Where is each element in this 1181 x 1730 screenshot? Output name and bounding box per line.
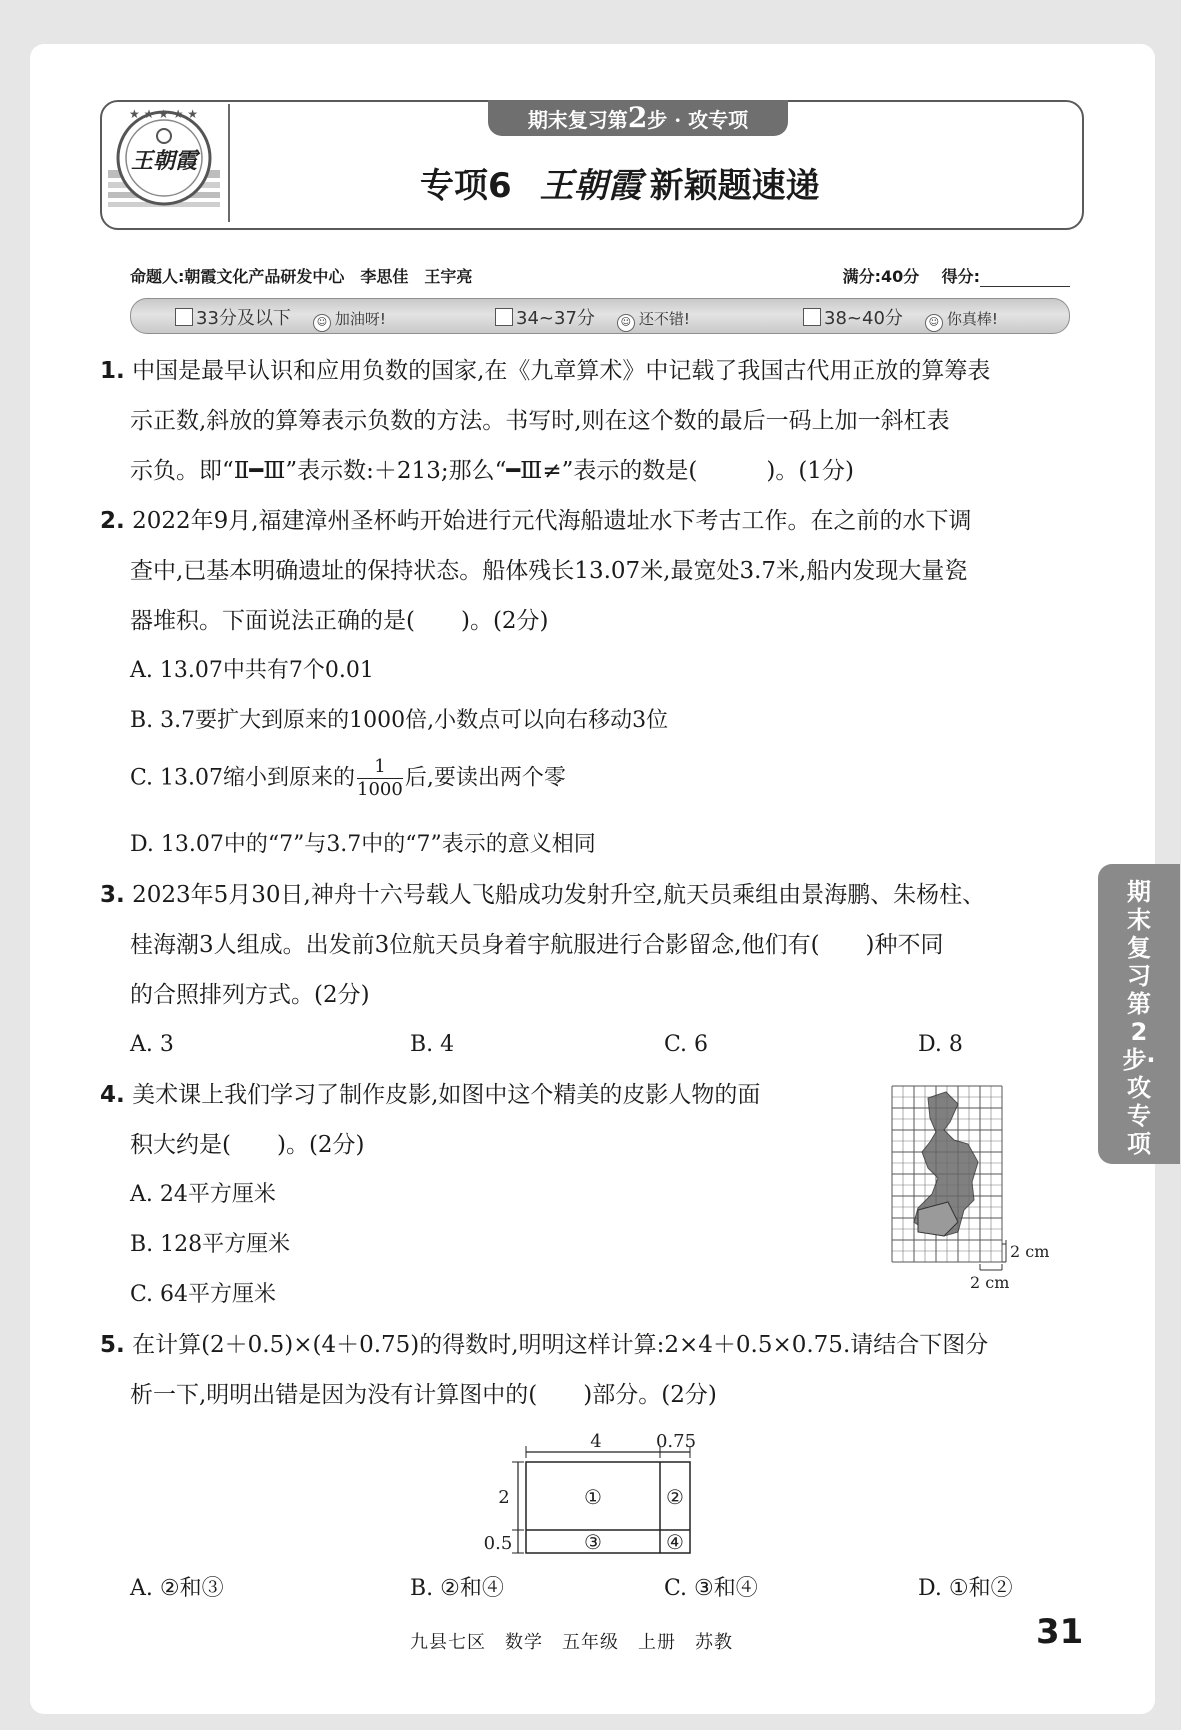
option-d[interactable]: D. ①和② xyxy=(918,1576,1013,1601)
score-label: 得分: xyxy=(941,267,980,286)
question-text: 美术课上我们学习了制作皮影,如图中这个精美的皮影人物的面 xyxy=(132,1082,761,1108)
footer-info: 九县七区 数学 五年级 上册 苏教 xyxy=(410,1632,733,1653)
rating-item xyxy=(175,304,386,328)
question-1-line: 示负。即“Ⅱ━Ⅲ”表示数:＋213;那么“━Ⅲ≠”表示的数是( )。(1分) xyxy=(130,458,854,484)
rating-range: 33分及以下 xyxy=(196,308,291,329)
question-3-line: 桂海潮3人组成。出发前3位航天员身着宇航服进行合影留念,他们有( )种不同 xyxy=(130,932,944,958)
smile-icon: ☺ xyxy=(617,314,635,332)
logo-text: 王朝霞 xyxy=(130,148,198,174)
question-number: 3. xyxy=(100,882,125,908)
cell-1: ① xyxy=(584,1485,602,1509)
question-text: 中国是最早认识和应用负数的国家,在《九章算术》中记载了我国古代用正放的算筹表 xyxy=(132,358,991,384)
cell-4: ④ xyxy=(666,1530,684,1554)
option-c[interactable] xyxy=(130,756,566,801)
question-1-line xyxy=(100,356,990,386)
smile-icon: ☺ xyxy=(925,314,943,332)
score-area xyxy=(843,264,1070,287)
option-b[interactable]: B. 3.7要扩大到原来的1000倍,小数点可以向右移动3位 xyxy=(130,708,669,733)
side-tab-label: 期末复习第2步·攻专项 xyxy=(1122,878,1156,1158)
author-line: 命题人:朝霞文化产品研发中心 李思佳 王宇亮 xyxy=(130,267,473,286)
option-d[interactable]: D. 13.07中的“7”与3.7中的“7”表示的意义相同 xyxy=(130,832,596,857)
fraction-denominator: 1000 xyxy=(357,779,403,800)
header-divider xyxy=(228,104,230,222)
question-2-line: 查中,已基本明确遗址的保持状态。船体残长13.07米,最宽处3.7米,船内发现大量瓷 xyxy=(130,558,968,584)
rating-bar xyxy=(130,298,1070,334)
option-c-suffix: 后,要读出两个零 xyxy=(404,765,566,791)
rating-item xyxy=(803,304,998,328)
topic-name: 新颖题速递 xyxy=(649,166,820,206)
full-score: 满分:40分 xyxy=(842,267,920,286)
question-3-line xyxy=(100,880,985,910)
question-4-line: 积大约是( )。(2分) xyxy=(130,1132,365,1158)
page-number: 31 xyxy=(1036,1612,1084,1652)
option-a[interactable]: A. 13.07中共有7个0.01 xyxy=(130,658,374,683)
grid-label-vertical: 2 cm xyxy=(1010,1242,1050,1261)
step-tab-tail: 步 · 攻专项 xyxy=(647,108,749,132)
rating-cheer: 加油呀! xyxy=(334,310,386,328)
option-c-prefix: C. 13.07缩小到原来的 xyxy=(130,765,356,791)
question-2-line: 器堆积。下面说法正确的是( )。(2分) xyxy=(130,608,549,634)
rating-range: 38~40分 xyxy=(824,308,903,329)
question-5-line xyxy=(100,1330,988,1360)
question-text: 2022年9月,福建漳州圣杯屿开始进行元代海船遗址水下考古工作。在之前的水下调 xyxy=(132,508,972,534)
rating-range: 34~37分 xyxy=(516,308,595,329)
fraction xyxy=(357,756,403,801)
step-tab-label: 期末复习第 xyxy=(527,108,628,132)
rating-item xyxy=(495,304,690,328)
option-b[interactable]: B. 4 xyxy=(410,1032,455,1057)
side-tab xyxy=(1098,864,1180,1164)
option-b[interactable]: B. 128平方厘米 xyxy=(130,1232,291,1257)
svg-text:★ ★ ★ ★ ★: ★ ★ ★ ★ ★ xyxy=(129,107,199,121)
label-top-075: 0.75 xyxy=(655,1432,697,1452)
question-5-line: 析一下,明明出错是因为没有计算图中的( )部分。(2分) xyxy=(130,1382,717,1408)
step-number: 2 xyxy=(627,101,648,134)
question-1-line: 示正数,斜放的算筹表示负数的方法。书写时,则在这个数的最后一码上加一斜杠表 xyxy=(130,408,950,434)
rating-checkbox[interactable] xyxy=(175,308,193,326)
option-b[interactable]: B. ②和④ xyxy=(410,1576,504,1601)
option-c[interactable]: C. ③和④ xyxy=(664,1576,758,1601)
grid-label-horizontal: 2 cm xyxy=(970,1273,1010,1292)
label-left-2: 2 xyxy=(498,1487,510,1508)
question-number: 4. xyxy=(100,1082,125,1108)
option-a[interactable]: A. 24平方厘米 xyxy=(130,1182,276,1207)
label-top-4: 4 xyxy=(590,1432,602,1452)
option-c[interactable]: C. 6 xyxy=(664,1032,709,1057)
rating-cheer: 还不错! xyxy=(638,310,690,328)
score-blank[interactable] xyxy=(980,268,1070,287)
question-number: 2. xyxy=(100,508,125,534)
question-text: 2023年5月30日,神舟十六号载人飞船成功发射升空,航天员乘组由景海鹏、朱杨柱、 xyxy=(132,882,986,908)
question-3-line: 的合照排列方式。(2分) xyxy=(130,982,370,1008)
question-4-line xyxy=(100,1080,760,1110)
brand-name: 王朝霞 xyxy=(539,166,642,206)
option-c[interactable]: C. 64平方厘米 xyxy=(130,1282,277,1307)
question-text: 在计算(2＋0.5)×(4＋0.75)的得数时,明明这样计算:2×4＋0.5×0.75.请结合下图分 xyxy=(132,1332,989,1358)
cell-3: ③ xyxy=(584,1530,602,1554)
topic-label: 专项6 xyxy=(420,166,512,206)
label-left-05: 0.5 xyxy=(483,1533,513,1554)
step-tab xyxy=(488,100,788,136)
option-a[interactable]: A. 3 xyxy=(130,1032,174,1057)
cell-2: ② xyxy=(666,1485,684,1509)
fraction-numerator: 1 xyxy=(357,756,403,779)
meta-line xyxy=(130,264,1070,288)
rating-checkbox[interactable] xyxy=(495,308,513,326)
question-2-line xyxy=(100,506,972,536)
brand-logo xyxy=(104,106,224,222)
rectangle-diagram xyxy=(480,1432,720,1554)
rating-cheer: 你真棒! xyxy=(946,310,998,328)
shadow-puppet-figure xyxy=(888,1082,1068,1302)
option-a[interactable]: A. ②和③ xyxy=(130,1576,224,1601)
option-d[interactable]: D. 8 xyxy=(918,1032,963,1057)
question-number: 1. xyxy=(100,358,125,384)
topic-title xyxy=(420,158,900,208)
smile-icon: ☺ xyxy=(313,314,331,332)
question-number: 5. xyxy=(100,1332,125,1358)
rating-checkbox[interactable] xyxy=(803,308,821,326)
